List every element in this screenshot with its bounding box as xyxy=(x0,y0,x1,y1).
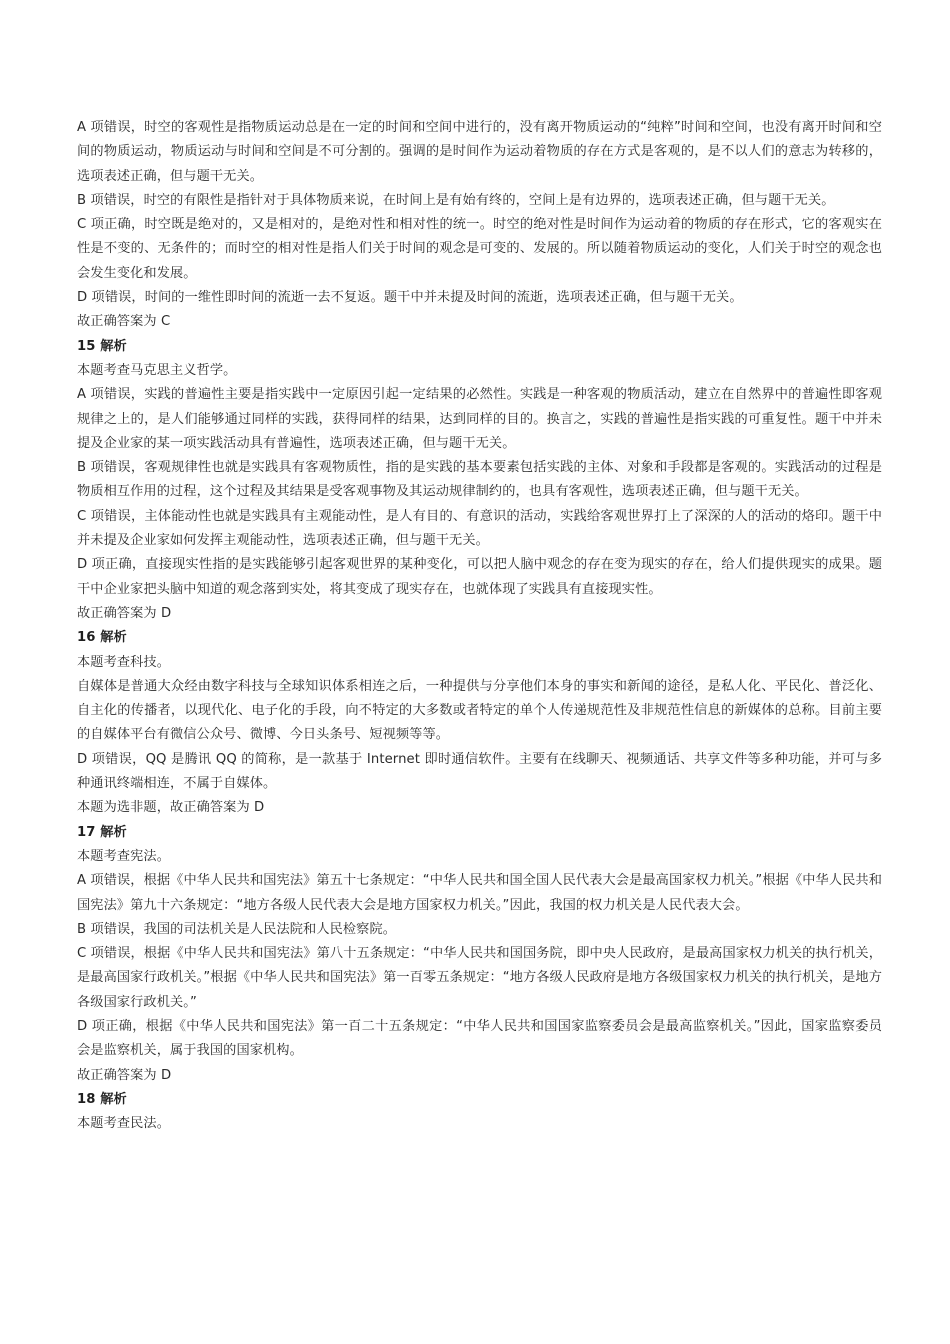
answer-line: 故正确答案为 D xyxy=(77,1067,172,1083)
section-heading: 18 解析 xyxy=(77,1091,127,1107)
paragraph: C 项错误，主体能动性也就是实践具有主观能动性，是人有目的、有意识的活动，实践给客观世界打上了深深的人的活动的烙印。题干中并未提及企业家如何发挥主观能动性，选项表述正确，但与题干无关。 xyxy=(77,508,882,549)
paragraph: C 项正确，时空既是绝对的，又是相对的，是绝对性和相对性的统一。时空的绝对性是时间作为运动着的物质的存在形式，它的客观实在性是不变的、无条件的；而时空的相对性是指人们关于时间的观念是可变的、发展的。所以随着物质运动的变化，人们关于时空的观念也会发生变化和发展。 xyxy=(77,217,882,281)
paragraph: D 项正确，根据《中华人民共和国宪法》第一百二十五条规定：“中华人民共和国国家监察委员会是最高监察机关。”因此，国家监察委员会是监察机关，属于我国的国家机构。 xyxy=(77,1018,882,1059)
paragraph: B 项错误，时空的有限性是指针对于具体物质来说，在时间上是有始有终的，空间上是有边界的，选项表述正确，但与题干无关。 xyxy=(77,192,835,208)
paragraph: C 项错误，根据《中华人民共和国宪法》第八十五条规定：“中华人民共和国国务院，即中央人民政府，是最高国家权力机关的执行机关，是最高国家行政机关。”根据《中华人民共和国宪法》第一百零五条规定：“地方各级人民政府是地方各级国家权力机关的执行机关，是地方各级国家行政机关。” xyxy=(77,946,882,1010)
paragraph: 本题考查科技。 xyxy=(77,654,171,670)
paragraph: A 项错误，时空的客观性是指物质运动总是在一定的时间和空间中进行的，没有离开物质运动的“纯粹”时间和空间，也没有离开时间和空间的物质运动，物质运动与时间和空间是不可分割的。强调的是时间作为运动着物质的存在方式是客观的，是不以人们的意志为转移的，选项表述正确，但与题干无关。 xyxy=(77,120,882,184)
paragraph: 本题考查马克思主义哲学。 xyxy=(77,362,237,378)
paragraph: D 项错误，QQ 是腾讯 QQ 的简称，是一款基于 Internet 即时通信软件。主要有在线聊天、视频通话、共享文件等多种功能，并可与多种通讯终端相连，不属于自媒体。 xyxy=(77,751,882,792)
paragraph: D 项正确，直接现实性指的是实践能够引起客观世界的某种变化，可以把人脑中观念的存在变为现实的存在，给人们提供现实的成果。题干中企业家把头脑中知道的观念落到实处，将其变成了现实存在，也就体现了实践具有直接现实性。 xyxy=(77,557,882,597)
section-heading: 17 解析 xyxy=(77,824,127,840)
answer-line: 故正确答案为 D xyxy=(77,605,172,621)
section-heading: 15 解析 xyxy=(77,338,127,354)
answer-line: 故正确答案为 C xyxy=(77,314,171,330)
document-body xyxy=(77,116,882,1136)
paragraph: 本题考查宪法。 xyxy=(77,848,171,864)
answer-line: 本题为选非题，故正确答案为 D xyxy=(77,800,265,816)
paragraph: D 项错误，时间的一维性即时间的流逝一去不复返。题干中并未提及时间的流逝，选项表述正确，但与题干无关。 xyxy=(77,290,743,306)
section-heading: 16 解析 xyxy=(77,630,127,646)
paragraph: 自媒体是普通大众经由数字科技与全球知识体系相连之后，一种提供与分享他们本身的事实和新闻的途径，是私人化、平民化、普泛化、自主化的传播者，以现代化、电子化的手段，向不特定的大多数或者特定的单个人传递规范性及非规范性信息的新媒体的总称。目前主要的自媒体平台有微信公众号、微博、今日头条号、短视频等等。 xyxy=(77,678,882,743)
paragraph: 本题考查民法。 xyxy=(77,1116,171,1132)
paragraph: A 项错误，根据《中华人民共和国宪法》第五十七条规定：“中华人民共和国全国人民代表大会是最高国家权力机关。”根据《中华人民共和国宪法》第九十六条规定：“地方各级人民代表大会是地方国家权力机关。”因此，我国的权力机关是人民代表大会。 xyxy=(77,873,882,913)
paragraph: B 项错误，我国的司法机关是人民法院和人民检察院。 xyxy=(77,921,397,937)
paragraph: A 项错误，实践的普遍性主要是指实践中一定原因引起一定结果的必然性。实践是一种客观的物质活动，建立在自然界中的普遍性即客观规律之上的，是人们能够通过同样的实践，获得同样的结果，达到同样的目的。换言之，实践的普遍性是指实践的可重复性。题干中并未提及企业家的某一项实践活动具有普遍性，选项表述正确，但与题干无关。 xyxy=(77,387,882,451)
paragraph: B 项错误，客观规律性也就是实践具有客观物质性，指的是实践的基本要素包括实践的主体、对象和手段都是客观的。实践活动的过程是物质相互作用的过程，这个过程及其结果是受客观事物及其运动规律制约的，也具有客观性，选项表述正确，但与题干无关。 xyxy=(77,460,882,500)
